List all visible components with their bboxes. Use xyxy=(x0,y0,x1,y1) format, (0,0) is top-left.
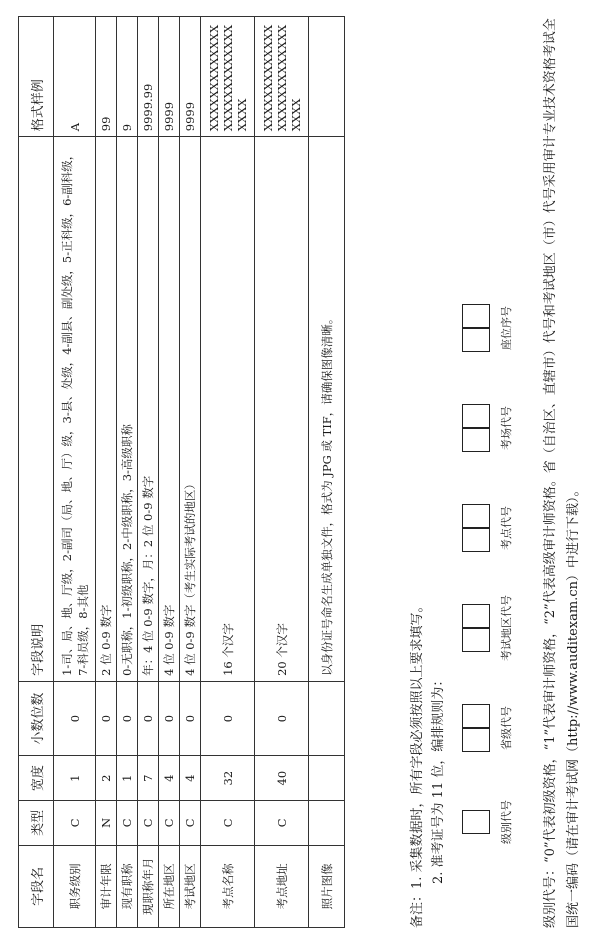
cell-type: C xyxy=(54,801,96,846)
cell-width: 7 xyxy=(138,756,159,801)
cell-description: 20 个汉字 xyxy=(255,137,309,682)
field-spec-table xyxy=(18,16,345,928)
digit-box xyxy=(462,528,490,552)
cell-decimals: 0 xyxy=(54,681,96,755)
digit-box xyxy=(462,428,490,452)
table-row xyxy=(180,17,201,928)
cell-sample: 9999 xyxy=(159,17,180,137)
cell-name: 审计年限 xyxy=(96,845,117,927)
table-row xyxy=(201,17,255,928)
cell-width: 4 xyxy=(159,756,180,801)
cell-type: N xyxy=(96,801,117,846)
cell-decimals: 0 xyxy=(180,681,201,755)
cell-type: C xyxy=(138,801,159,846)
cell-decimals: 0 xyxy=(117,681,138,755)
digit-box xyxy=(462,604,490,628)
rule-text: 级别代号：“0”代表初级资格，“1”代表审计师资格，“2”代表高级审计师资格。省（自治区、直辖市）代号和考试地区（市）代号采用审计专业技术资格考试全国统一编码（请在审计考试网（http://www.auditexam.cn）中进行下载）。 xyxy=(543,18,581,928)
numbering-rule xyxy=(540,16,586,928)
group-label-room: 考场代号 xyxy=(500,406,513,450)
digit-box xyxy=(462,704,490,728)
group-label-province: 省级代号 xyxy=(500,706,513,750)
table-header-row xyxy=(19,17,54,928)
cell-width: 32 xyxy=(201,756,255,801)
cell-type: C xyxy=(255,801,309,846)
cell-description: 4 位 0-9 数字 xyxy=(159,137,180,682)
digit-box xyxy=(462,728,490,752)
cell-description: 16 个汉字 xyxy=(201,137,255,682)
cell-sample: 99 xyxy=(96,17,117,137)
cell-description: 以身份证号命名生成单独文件，格式为 JPG 或 TIF，请确保图像清晰。 xyxy=(309,137,345,682)
cell-width: 1 xyxy=(54,756,96,801)
digit-box xyxy=(462,328,490,352)
cell-decimals xyxy=(309,681,345,755)
cell-decimals: 0 xyxy=(138,681,159,755)
table-row xyxy=(255,17,309,928)
group-label-level: 级别代号 xyxy=(500,800,513,844)
cell-name: 现有职称 xyxy=(117,845,138,927)
cell-decimals: 0 xyxy=(201,681,255,755)
digit-box xyxy=(462,404,490,428)
cell-description: 0-无职称，1-初级职称，2-中级职称，3-高级职称 xyxy=(117,137,138,682)
cell-width: 2 xyxy=(96,756,117,801)
cell-description: 1-司、局、地、厅级，2-副司（局、地、厅）级，3-县、处级，4-副县、副处级，5-正科级，6-副科级，7-科员级，8-其他 xyxy=(54,137,96,682)
cell-description: 2 位 0-9 数字 xyxy=(96,137,117,682)
header-field-name: 字段名 xyxy=(19,845,54,927)
group-label-seat: 座位序号 xyxy=(500,306,513,350)
digit-box xyxy=(462,628,490,652)
header-decimals: 小数位数 xyxy=(19,681,54,755)
cell-sample: 9 xyxy=(117,17,138,137)
table-row xyxy=(96,17,117,928)
table-row xyxy=(117,17,138,928)
digit-box xyxy=(462,504,490,528)
cell-name: 考点地址 xyxy=(255,845,309,927)
note-1: 备注：1. 采集数据时，所有字段必须按照以上要求填写。 xyxy=(410,599,425,928)
cell-type xyxy=(309,801,345,846)
cell-width xyxy=(309,756,345,801)
table-row xyxy=(309,17,345,928)
cell-sample: 9999.99 xyxy=(138,17,159,137)
cell-type: C xyxy=(159,801,180,846)
group-label-site: 考点代号 xyxy=(500,506,513,550)
cell-width: 4 xyxy=(180,756,201,801)
cell-sample: XXXXXXXXXXXXXXXXXXXXXXXXXXXXXX xyxy=(201,17,255,137)
cell-decimals: 0 xyxy=(159,681,180,755)
cell-description: 4 位 0-9 数字（考生实际考试的地区） xyxy=(180,137,201,682)
header-type: 类型 xyxy=(19,801,54,846)
cell-type: C xyxy=(180,801,201,846)
table-row xyxy=(138,17,159,928)
cell-sample: A xyxy=(54,17,96,137)
cell-name: 所在地区 xyxy=(159,845,180,927)
header-description: 字段说明 xyxy=(19,137,54,682)
cell-name: 考试地区 xyxy=(180,845,201,927)
notes-section xyxy=(408,16,450,928)
header-width: 宽度 xyxy=(19,756,54,801)
admission-number-diagram xyxy=(462,114,532,874)
table-row xyxy=(159,17,180,928)
cell-sample: 9999 xyxy=(180,17,201,137)
cell-decimals: 0 xyxy=(255,681,309,755)
cell-name: 照片图像 xyxy=(309,845,345,927)
header-sample: 格式样例 xyxy=(19,17,54,137)
cell-name: 現职称年月 xyxy=(138,845,159,927)
cell-sample xyxy=(309,17,345,137)
cell-width: 40 xyxy=(255,756,309,801)
cell-type: C xyxy=(201,801,255,846)
digit-box xyxy=(462,304,490,328)
table-row xyxy=(54,17,96,928)
group-label-region: 考试地区代号 xyxy=(500,595,513,661)
cell-decimals: 0 xyxy=(96,681,117,755)
cell-width: 1 xyxy=(117,756,138,801)
cell-name: 考点名称 xyxy=(201,845,255,927)
cell-name: 职务级别 xyxy=(54,845,96,927)
cell-description: 年：4 位 0-9 数字，月：2 位 0-9 数字 xyxy=(138,137,159,682)
cell-sample: XXXXXXXXXXXXXXXXXXXXXXXXXXXXXX xyxy=(255,17,309,137)
cell-type: C xyxy=(117,801,138,846)
note-2: 2. 准考证号为 11 位，编排规则为： xyxy=(430,673,446,884)
digit-box xyxy=(462,810,490,834)
